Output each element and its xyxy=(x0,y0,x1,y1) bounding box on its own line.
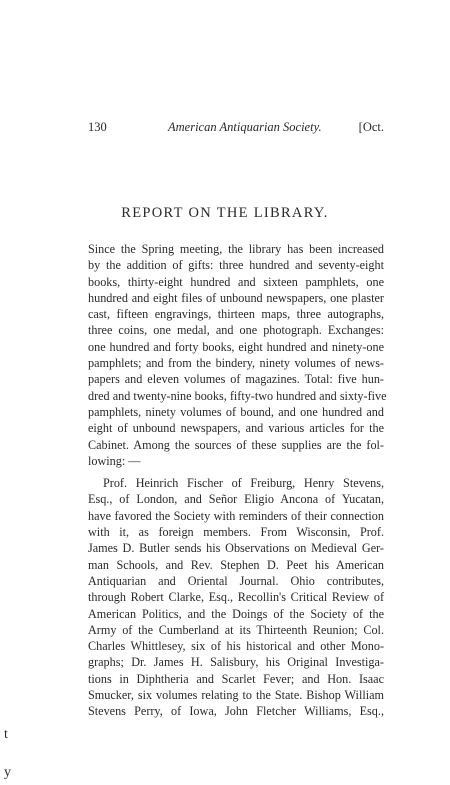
body-line: Prof. Heinrich Fischer of Freiburg, Henry Stevens, xyxy=(103,476,384,491)
body-line: Army of the Cumberland at its Thirteenth Reunion; Col. xyxy=(88,622,384,637)
body-line: by the addition of gifts: three hundred and seventy-eight xyxy=(88,258,384,273)
page-number: 130 xyxy=(88,120,107,134)
journal-title: American Antiquarian Society. xyxy=(168,120,322,134)
body-line: man Schools, and Rev. Stephen D. Peet his American xyxy=(88,557,384,572)
body-line: one hundred and forty books, eight hundred and ninety-one xyxy=(88,339,384,354)
margin-mark: y xyxy=(4,765,11,780)
body-line: graphs; Dr. James H. Salisbury, his Original Investiga- xyxy=(88,655,384,670)
margin-mark: t xyxy=(4,727,8,742)
report-title: REPORT ON THE LIBRARY. xyxy=(121,205,329,221)
body-line: eight of unbound newspapers, and various articles for the xyxy=(88,421,384,436)
issue-month: [Oct. xyxy=(358,120,384,134)
body-line: books, thirty-eight hundred and sixteen pamphlets, one xyxy=(88,274,384,289)
paragraph-1 xyxy=(88,241,387,469)
body-line: Smucker, six volumes relating to the State. Bishop William xyxy=(88,688,384,703)
body-line: Antiquarian and Oriental Journal. Ohio contributes, xyxy=(88,573,384,588)
paragraph-2 xyxy=(88,475,384,719)
body-line: Esq., of London, and Señor Eligio Ancona of Yucatan, xyxy=(88,492,384,507)
body-line: James D. Butler sends his Observations on Medieval Ger- xyxy=(88,541,384,556)
body-line: Stevens Perry, of Iowa, John Fletcher Williams, Esq., xyxy=(88,704,384,719)
body-line: American Politics, and the Doings of the Society of the xyxy=(88,606,384,621)
body-line: hundred and eight files of unbound newspapers, one plaster xyxy=(88,290,384,305)
body-line: pamphlets; and from the bindery, ninety volumes of news- xyxy=(88,356,384,371)
body-line: lowing: — xyxy=(88,453,141,468)
body-line: dred and twenty-nine books, fifty-two hundred and sixty-five xyxy=(88,388,387,403)
body-line: cast, fifteen engravings, thirteen maps, three autographs, xyxy=(88,307,384,322)
body-line: have favored the Society with reminders of their connection xyxy=(88,508,384,523)
body-line: three coins, one medal, and one photograph. Exchanges: xyxy=(88,323,384,338)
body-line: through Robert Clarke, Esq., Recollin's Critical Review of xyxy=(88,590,384,605)
body-line: Charles Whittlesey, six of his historical and other Mono- xyxy=(88,639,384,654)
report-body xyxy=(88,241,387,720)
body-line: Since the Spring meeting, the library has been increased xyxy=(88,242,384,256)
body-line: papers and eleven volumes of magazines. Total: five hun- xyxy=(88,372,384,387)
body-line: tions in Diphtheria and Scarlet Fever; and Hon. Isaac xyxy=(88,671,384,686)
body-line: with it, as foreign members. From Wisconsin, Prof. xyxy=(88,525,384,540)
running-head xyxy=(88,119,384,135)
body-line: pamphlets, ninety volumes of bound, and one hundred and xyxy=(88,404,384,419)
body-line: Cabinet. Among the sources of these supplies are the fol- xyxy=(88,437,384,452)
